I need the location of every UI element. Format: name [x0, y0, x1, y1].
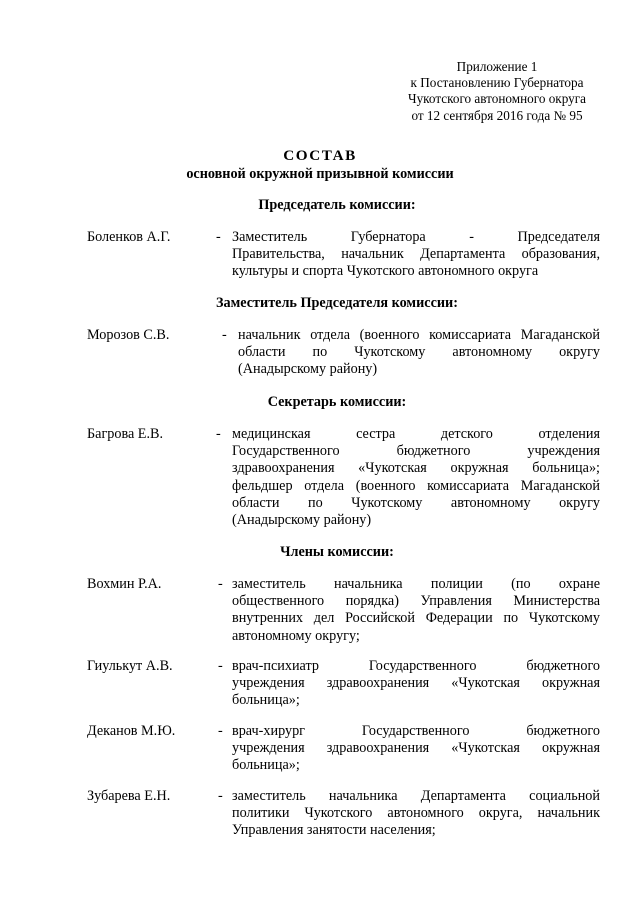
dash-separator: - — [218, 576, 223, 592]
description-line: внутренних дел Российской Федерации по Чукотскому — [232, 610, 600, 627]
description-line: фельдшер отдела (военного комиссариата Магаданской — [232, 477, 600, 494]
document-subtitle: основной окружной призывной комиссии — [186, 166, 454, 182]
section-chairman: Председатель комиссии: — [258, 197, 416, 213]
description-line: Государственного бюджетного учреждения — [232, 443, 600, 460]
person-name: Зубарева Е.Н. — [87, 788, 171, 804]
description-line: общественного порядка) Управления Министерства — [232, 593, 600, 610]
description-line: автономному округу; — [232, 627, 360, 644]
appendix-line-1: Приложение 1 — [456, 59, 538, 74]
description-line: Заместитель Губернатора - Председателя — [232, 229, 600, 245]
description-line: начальник отдела (военного комиссариата Магаданской — [238, 327, 600, 343]
appendix-line-3: Чукотского автономного округа — [408, 91, 586, 107]
section-members: Члены комиссии: — [280, 544, 394, 560]
description-line: больница»; — [232, 692, 300, 709]
dash-separator: - — [218, 658, 223, 674]
description-line: области по Чукотскому автономному округу — [232, 494, 600, 511]
description-line: Правительства, начальник Департамента образования, — [232, 246, 600, 263]
person-description — [232, 426, 600, 529]
dash-separator: - — [218, 788, 223, 804]
person-name: Гиулькут А.В. — [87, 658, 173, 674]
dash-separator: - — [218, 723, 223, 739]
person-name: Вохмин Р.А. — [87, 576, 162, 592]
description-line: медицинская сестра детского отделения — [232, 426, 600, 442]
description-line: учреждения здравоохранения «Чукотская окружная — [232, 740, 600, 757]
person-description — [238, 327, 600, 379]
description-line: врач-психиатр Государственного бюджетного — [232, 658, 600, 674]
description-line: области по Чукотскому автономному округу — [238, 344, 600, 361]
description-line: политики Чукотского автономного округа, начальник — [232, 805, 600, 822]
person-description — [232, 229, 600, 281]
description-line: заместитель начальника полиции (по охране — [232, 576, 600, 592]
dash-separator: - — [216, 426, 221, 442]
description-line: врач-хирург Государственного бюджетного — [232, 723, 600, 739]
person-description — [232, 658, 600, 710]
person-description — [232, 723, 600, 775]
description-line: (Анадырскому району) — [232, 512, 372, 529]
description-line: больница»; — [232, 757, 300, 774]
person-name: Деканов М.Ю. — [87, 723, 176, 739]
description-line: Управления занятости населения; — [232, 822, 436, 839]
person-name: Боленков А.Г. — [87, 229, 171, 245]
description-line: учреждения здравоохранения «Чукотская окружная — [232, 675, 600, 692]
section-secretary: Секретарь комиссии: — [267, 394, 407, 410]
section-deputy: Заместитель Председателя комиссии: — [216, 295, 458, 311]
person-name: Багрова Е.В. — [87, 426, 164, 442]
person-description — [232, 576, 600, 645]
appendix-block — [408, 59, 586, 124]
description-line: (Анадырскому району) — [238, 361, 378, 378]
dash-separator: - — [222, 327, 227, 343]
dash-separator: - — [216, 229, 221, 245]
appendix-line-2: к Постановлению Губернатора — [410, 75, 584, 91]
appendix-line-4: от 12 сентября 2016 года № 95 — [411, 107, 583, 123]
description-line: культуры и спорта Чукотского автономного округа — [232, 263, 539, 280]
person-name: Морозов С.В. — [87, 327, 170, 343]
person-description — [232, 788, 600, 840]
description-line: здравоохранения «Чукотская окружная больница»; — [232, 460, 600, 477]
description-line: заместитель начальника Департамента социальной — [232, 788, 600, 804]
document-title: СОСТАВ — [283, 147, 357, 164]
